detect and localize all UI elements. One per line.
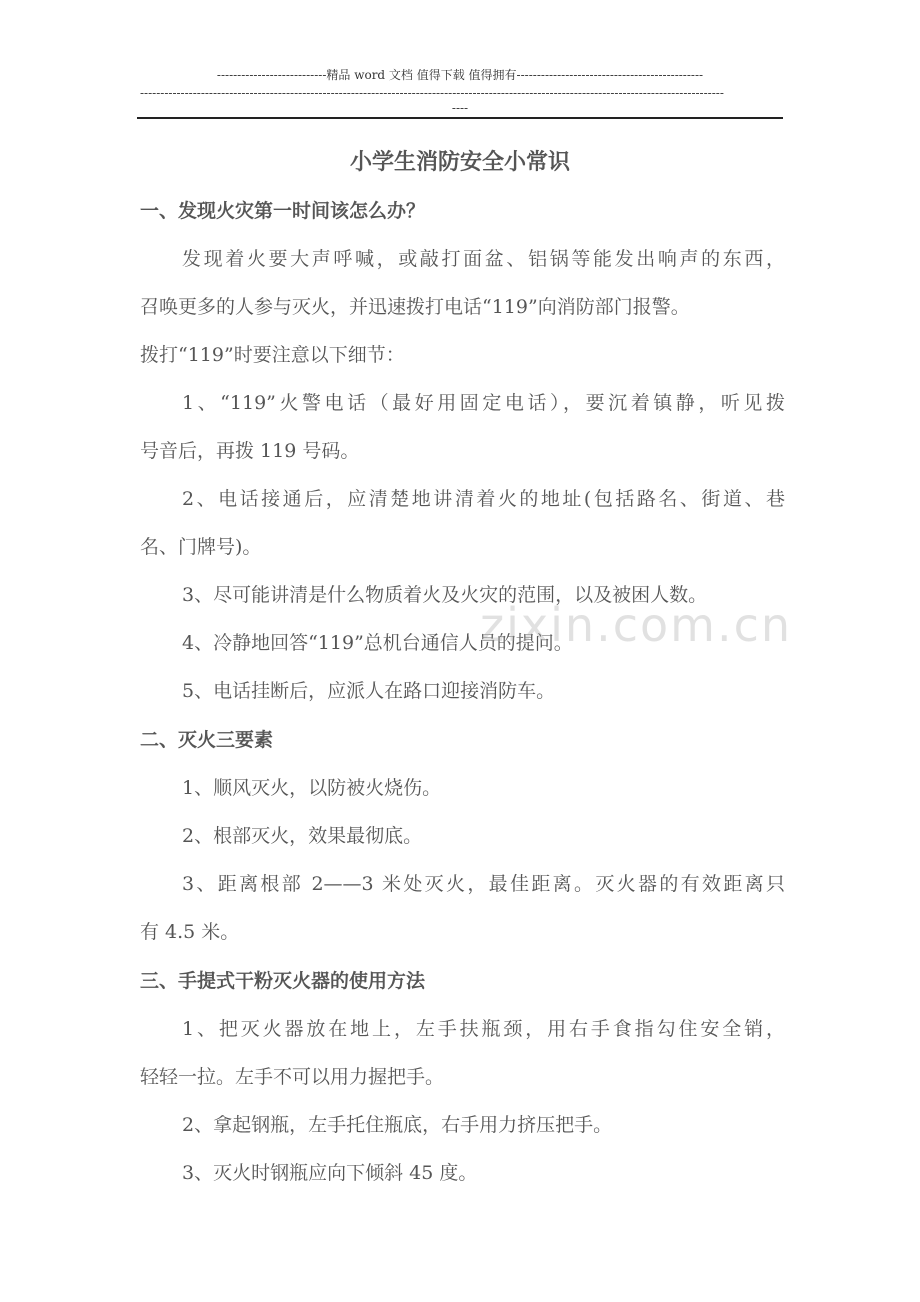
paragraph-line: 召唤更多的人参与灭火，并迅速拨打电话“119”向消防部门报警。 xyxy=(140,296,690,318)
paragraph-line: 拨打“119”时要注意以下细节： xyxy=(140,344,405,366)
list-item: 1、“119”火警电话（最好用固定电话），要沉着镇静，听见拨 xyxy=(182,392,785,414)
header-dash-line: ------------------------------------------------------------------------------------------------------------------------------------------------ xyxy=(140,86,724,100)
paragraph-line: 发现着火要大声呼喊，或敲打面盆、铝锅等能发出响声的东西， xyxy=(182,248,785,270)
list-item: 3、灭火时钢瓶应向下倾斜 45 度。 xyxy=(182,1162,478,1184)
header-dash-tail: ---- xyxy=(451,101,469,115)
list-item-cont: 有 4.5 米。 xyxy=(140,921,240,943)
list-item-cont: 号音后，再拨 119 号码。 xyxy=(140,440,360,462)
document-title: 小学生消防安全小常识 xyxy=(349,150,570,175)
list-item: 5、电话挂断后，应派人在路口迎接消防车。 xyxy=(182,680,556,702)
list-item-cont: 名、门牌号)。 xyxy=(140,536,262,558)
list-item: 1、把灭火器放在地上，左手扶瓶颈，用右手食指勾住安全销， xyxy=(182,1018,785,1040)
header-banner: ---------------------------精品 word 文档 值得下载 值得拥有---------------------------------------------- xyxy=(216,68,704,82)
list-item: 1、顺风灭火，以防被火烧伤。 xyxy=(182,777,442,799)
watermark: zixin.com.cn xyxy=(480,598,793,652)
list-item-cont: 轻轻一拉。左手不可以用力握把手。 xyxy=(140,1066,445,1088)
list-item: 3、距离根部 2——3 米处灭火，最佳距离。灭火器的有效距离只 xyxy=(182,873,785,895)
section-heading-3: 三、手提式干粉灭火器的使用方法 xyxy=(140,970,426,992)
section-heading-1: 一、发现火灾第一时间该怎么办？ xyxy=(140,200,426,222)
list-item: 2、电话接通后，应清楚地讲清着火的地址(包括路名、街道、巷 xyxy=(182,488,785,510)
list-item: 2、拿起钢瓶，左手托住瓶底，右手用力挤压把手。 xyxy=(182,1114,613,1136)
section-heading-2: 二、灭火三要素 xyxy=(140,729,274,751)
list-item: 3、尽可能讲清是什么物质着火及火灾的范围，以及被困人数。 xyxy=(182,584,708,606)
list-item: 4、冷静地回答“119”总机台通信人员的提问。 xyxy=(182,632,573,654)
header-rule xyxy=(137,117,783,119)
list-item: 2、根部灭火，效果最彻底。 xyxy=(182,825,423,847)
